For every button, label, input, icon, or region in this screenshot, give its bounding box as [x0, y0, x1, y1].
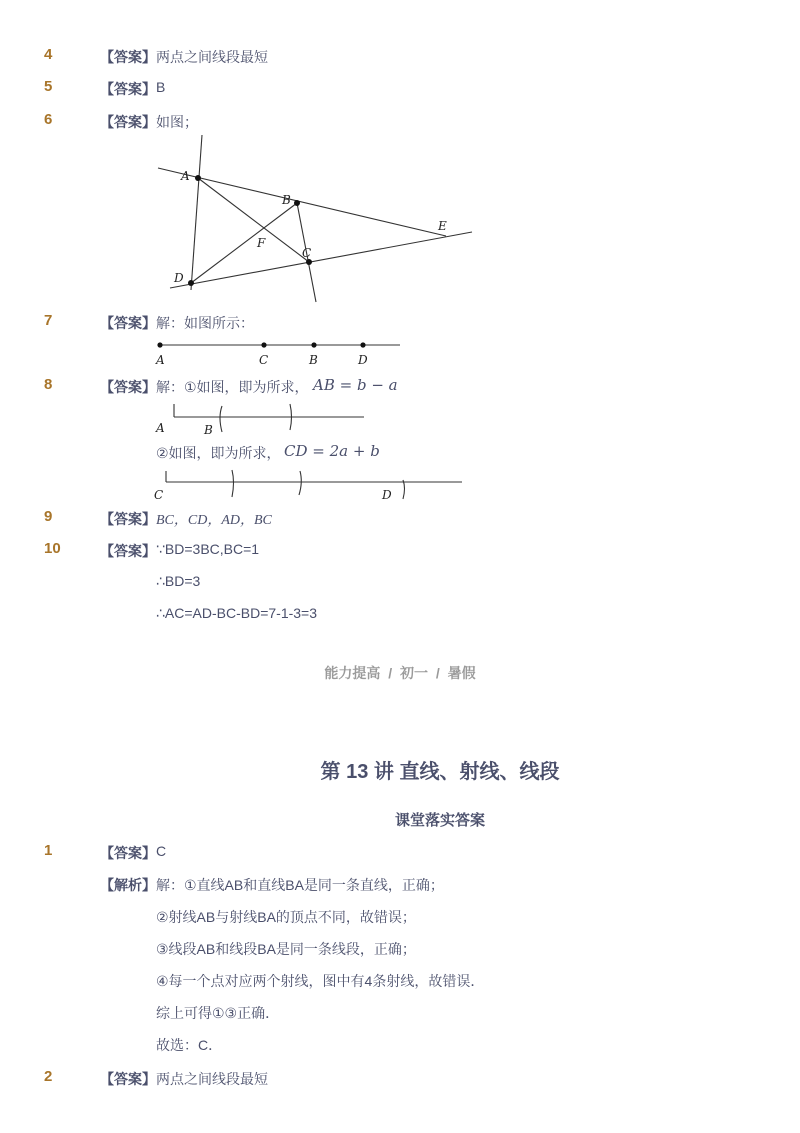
answer-text-part2: ②如图，即为所求， [156, 445, 281, 461]
solution-line: ∵BD=3BC,BC=1 [156, 541, 260, 557]
answer-tag: 【答案】 [100, 315, 156, 331]
analysis-line: ②射线AB与射线BA的顶点不同，故错误； [156, 909, 416, 925]
figure-7-diagram [150, 336, 410, 370]
analysis-line: 解：①直线AB和直线BA是同一条直线，正确； [156, 877, 444, 893]
label-C: C [302, 246, 312, 260]
label-B: B [309, 353, 318, 367]
question-number: 9 [44, 508, 53, 525]
answer-tag: 【答案】 [100, 114, 156, 130]
line-AE [158, 168, 446, 236]
question-number: 2 [44, 1068, 53, 1085]
label-C: C [259, 353, 269, 367]
answer-text: 两点之间线段最短 [156, 49, 268, 65]
answer-text: 解：如图所示： [156, 315, 254, 331]
label-C: C [154, 488, 164, 502]
section-title: 课堂落实答案 [394, 812, 485, 829]
answer-text: B [156, 79, 166, 95]
label-B: B [282, 193, 291, 207]
analysis-line: 综上可得①③正确． [156, 1005, 280, 1021]
question-number: 1 [44, 842, 53, 859]
question-number: 5 [44, 78, 53, 95]
analysis-tag: 【解析】 [100, 877, 156, 893]
answer-tag: 【答案】 [100, 543, 156, 559]
solution-line: ∴BD=3 [156, 573, 201, 589]
analysis-line: 故选：C． [156, 1037, 223, 1053]
label-D: D [358, 353, 368, 367]
answer-tag: 【答案】 [100, 49, 156, 65]
answer-text: 如图； [156, 114, 198, 130]
question-number: 4 [44, 46, 53, 63]
question-number: 10 [44, 540, 61, 557]
answer-formula-part2: CD = 2a + b [284, 442, 380, 460]
answer-tag: 【答案】 [100, 1071, 156, 1087]
figure-8b-diagram [150, 466, 470, 502]
question-number: 8 [44, 376, 53, 393]
solution-line: ∴AC=AD-BC-BD=7-1-3=3 [156, 605, 318, 621]
label-E: E [438, 219, 447, 233]
line-DB [191, 203, 297, 283]
question-number: 7 [44, 312, 53, 329]
label-D: D [174, 271, 184, 285]
answer-formula: AB = b − a [313, 376, 398, 394]
point-D [188, 280, 194, 286]
lecture-title: 第 13 讲 直线、射线、线段 [320, 761, 560, 783]
answer-tag: 【答案】 [100, 511, 156, 527]
figure-6-diagram [150, 130, 480, 305]
line-DE [170, 232, 472, 288]
label-B: B [204, 423, 213, 437]
analysis-line: ④每一个点对应两个射线，图中有4条射线，故错误． [156, 973, 485, 989]
answer-tag: 【答案】 [100, 81, 156, 97]
point-B [294, 200, 300, 206]
answer-text: C [156, 843, 167, 859]
answer-text: 两点之间线段最短 [156, 1071, 268, 1087]
answer-tag: 【答案】 [100, 379, 156, 395]
label-A: A [181, 169, 190, 183]
label-A: A [156, 421, 165, 435]
question-number: 6 [44, 111, 53, 128]
point-A [195, 175, 201, 181]
line-AD [191, 135, 202, 290]
page-footer: 能力提高 / 初一 / 暑假 [324, 665, 476, 681]
answer-tag: 【答案】 [100, 845, 156, 861]
answer-text: 解：①如图，即为所求， [156, 379, 309, 395]
label-F: F [257, 236, 266, 250]
answer-text: BC，CD，AD，BC [156, 513, 272, 528]
analysis-line: ③线段AB和线段BA是同一条线段，正确； [156, 941, 416, 957]
figure-8a-diagram [150, 400, 380, 440]
label-D: D [382, 488, 392, 502]
label-A: A [156, 353, 165, 367]
